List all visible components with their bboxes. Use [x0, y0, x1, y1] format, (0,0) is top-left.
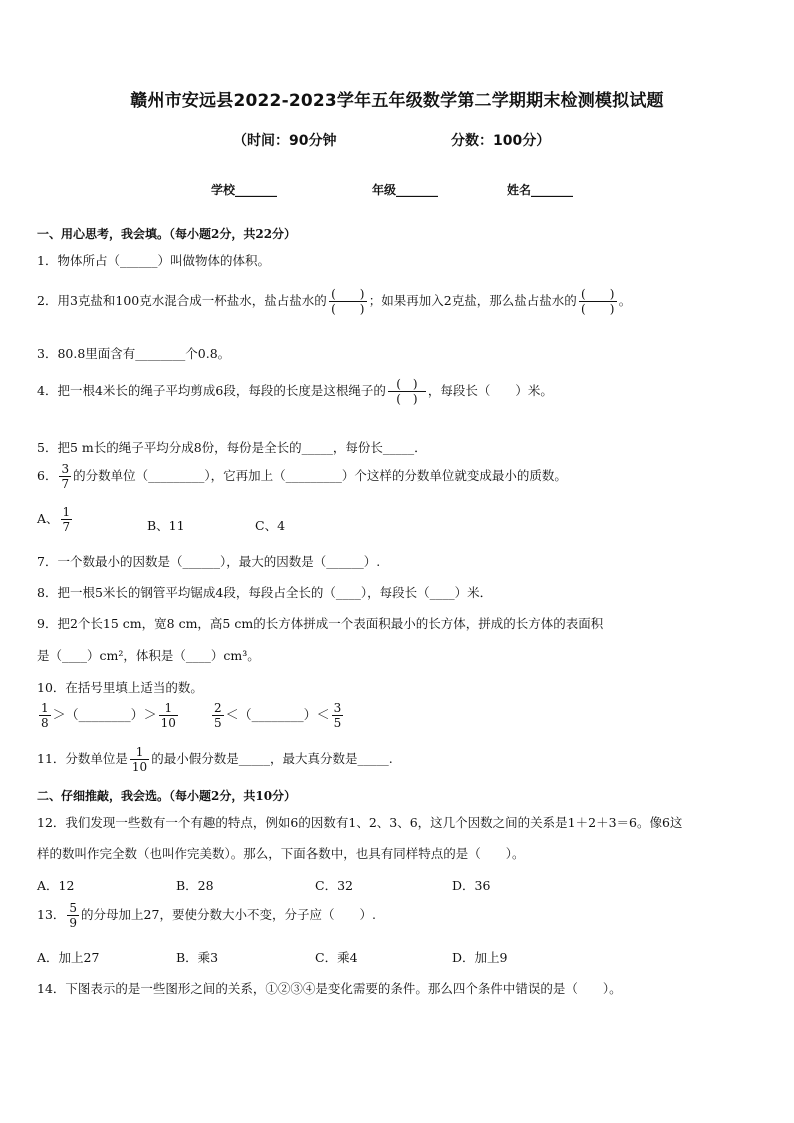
fraction: $\frac{3}{7}$ [61, 462, 70, 491]
question-9-line-1: 9．把2个长15 cm，宽8 cm，高5 cm的长方体拼成一个表面积最小的长方体，拼成的长方体的表面积 [37, 616, 604, 631]
question-13-num: 13． [37, 907, 66, 922]
section-1-heading: 一、用心思考，我会填。（每小题2分，共22分） [37, 227, 297, 241]
question-11-text-b: 的最小假分数是_____，最大真分数是_____. [151, 751, 393, 766]
question-2-text-c: 。 [618, 293, 632, 308]
question-13-option-d[interactable]: D．加上9 [452, 950, 508, 965]
school-field: 学校_______ [211, 183, 278, 197]
question-13-option-a[interactable]: A．加上27 [37, 950, 100, 965]
option-label: A、 [37, 511, 59, 526]
question-2-text-a: 2．用3克盐和100克水混合成一杯盐水，盐占盐水的 [37, 293, 327, 308]
blank-fraction[interactable]: $\frac{( )}{( )}$ [329, 287, 367, 316]
grade-field: 年级_______ [372, 183, 439, 197]
question-13-option-b[interactable]: B．乘3 [176, 950, 219, 965]
question-6-option-b[interactable]: B、11 [147, 518, 185, 533]
question-5: 5．把5 m长的绳子平均分成8份，每份是全长的_____，每份长_____． [37, 440, 427, 455]
question-9-line-2: 是（____）cm²，体积是（____）cm³。 [37, 648, 260, 663]
fraction: $\frac{2}{5}$ [213, 701, 222, 730]
page-title: 赣州市安远县2022-2023学年五年级数学第二学期期末检测模拟试题 [130, 91, 664, 111]
question-10: 10．在括号里填上适当的数。 [37, 680, 203, 695]
question-4-text-b: ，每段长（ ）米。 [427, 383, 553, 398]
question-3: 3．80.8里面含有________个0.8。 [37, 346, 231, 361]
fraction: $\frac{1}{8}$ [41, 701, 49, 730]
exam-score: 分数：100分） [451, 133, 551, 149]
question-7: 7．一个数最小的因数是（______），最大的因数是（______）. [37, 554, 381, 569]
name-field: 姓名_______ [507, 183, 574, 197]
blank-fraction[interactable]: $\frac{( )}{( )}$ [579, 287, 617, 316]
fraction: $\frac{3}{5}$ [333, 701, 342, 730]
question-6-option-c[interactable]: C、4 [255, 518, 286, 533]
question-2-text-b: ；如果再加入2克盐，那么盐占盐水的 [368, 293, 577, 308]
question-4 [37, 377, 553, 406]
question-1: 1．物体所占（______）叫做物体的体积。 [37, 253, 270, 268]
question-12-line-1: 12．我们发现一些数有一个有趣的特点，例如6的因数有1、2、3、6，这几个因数之间的关系是1＋2＋3＝6。像6这 [37, 815, 683, 830]
question-12-line-2: 样的数叫作完全数（也叫作完美数）。那么，下面各数中，也具有同样特点的是（ ）。 [37, 846, 525, 861]
blank-fraction[interactable]: $\frac{( )}{( )}$ [388, 377, 426, 406]
question-12-option-a[interactable]: A．12 [37, 878, 75, 893]
question-13-text: 的分母加上27，要使分数大小不变，分子应（ ）. [81, 907, 376, 922]
fraction: $\frac{1}{10}$ [160, 701, 176, 730]
fraction: $\frac{1}{7}$ [62, 505, 71, 534]
fraction: $\frac{5}{9}$ [69, 901, 78, 930]
question-6-num: 6． [37, 468, 58, 483]
question-4-text-a: 4．把一根4米长的绳子平均剪成6段，每段的长度是这根绳子的 [37, 383, 386, 398]
question-13-option-c[interactable]: C．乘4 [315, 950, 358, 965]
question-11 [37, 745, 393, 774]
question-11-text-a: 11．分数单位是 [37, 751, 128, 766]
question-6-text: 的分数单位（_________），它再加上（_________）个这样的分数单位就变成最小的质数。 [73, 468, 567, 483]
exam-time: （时间：90分钟 [233, 133, 337, 149]
question-13 [37, 901, 376, 930]
fraction: $\frac{1}{10}$ [131, 745, 148, 774]
question-8: 8．把一根5米长的钢管平均锯成4段，每段占全长的（____），每段长（____）米． [37, 585, 493, 600]
question-12-option-c[interactable]: C．32 [315, 878, 353, 893]
question-6 [37, 462, 567, 491]
question-12-option-b[interactable]: B．28 [176, 878, 214, 893]
question-10-inequalities [37, 701, 345, 730]
inequality-blank-2[interactable]: ＜（________）＜ [225, 708, 330, 723]
question-6-option-a[interactable] [37, 505, 74, 534]
question-12-option-d[interactable]: D．36 [452, 878, 491, 893]
section-2-heading: 二、仔细推敲，我会选。（每小题2分，共10分） [37, 789, 297, 803]
question-14: 14．下图表示的是一些图形之间的关系，①②③④是变化需要的条件。那么四个条件中错误的是（ ）。 [37, 981, 622, 996]
inequality-blank-1[interactable]: ＞（________）＞ [52, 708, 157, 723]
question-2 [37, 287, 631, 316]
